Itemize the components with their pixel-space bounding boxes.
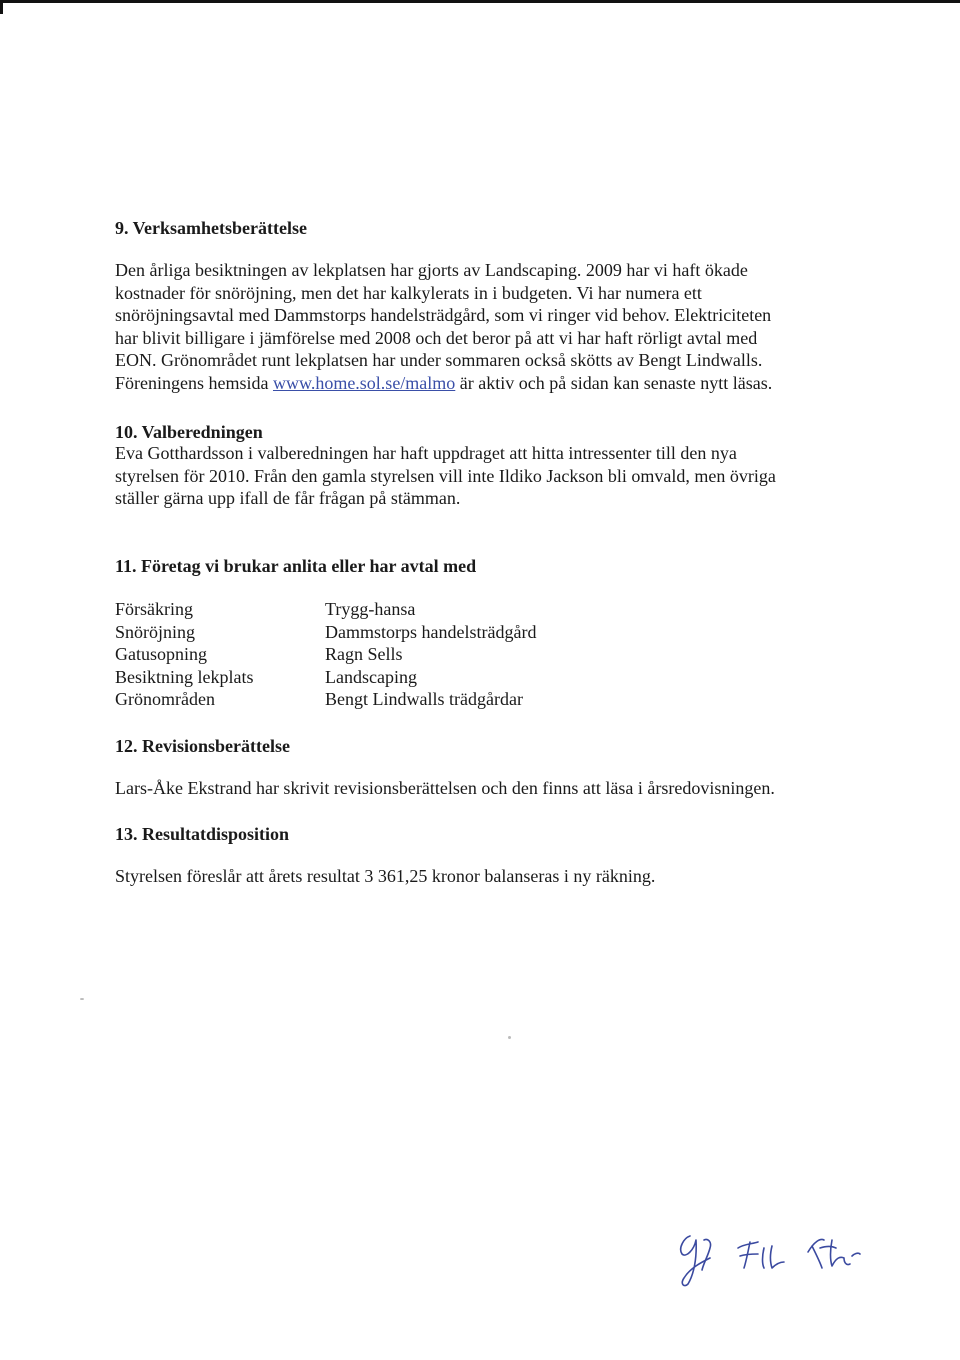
section-13-body: Styrelsen föreslår att årets resultat 3 361,25 kronor balanseras i ny räkning.	[115, 866, 656, 886]
table-row	[115, 688, 715, 711]
signature-stroke	[763, 1246, 785, 1268]
category-cell: Grönområden	[115, 689, 215, 709]
scan-speck	[80, 998, 84, 1000]
scan-edge-line	[0, 0, 960, 3]
text-line: ställer gärna upp ifall de får frågan på stämman.	[115, 488, 461, 508]
website-suffix: är aktiv och på sidan kan senaste nytt läsas.	[455, 372, 773, 393]
signature-stroke	[831, 1240, 861, 1266]
supplier-table	[115, 598, 715, 711]
category-cell: Gatusopning	[115, 644, 207, 664]
section-9-heading: 9. Verksamhetsberättelse	[115, 218, 307, 238]
text-line: Eva Gotthardsson i valberedningen har haft uppdraget att hitta intressenter till den nya	[115, 443, 737, 463]
scan-speck	[508, 1036, 511, 1039]
signature-stroke	[702, 1239, 711, 1270]
scan-corner-mark	[0, 0, 3, 14]
table-row	[115, 621, 715, 644]
company-cell: Dammstorps handelsträdgård	[325, 621, 537, 642]
text-line: EON. Grönområdet runt lekplatsen har under sommaren också skötts av Bengt Lindwalls.	[115, 350, 763, 370]
text-line: styrelsen för 2010. Från den gamla styrelsen vill inte Ildiko Jackson bli omvald, men övriga	[115, 465, 776, 486]
table-row	[115, 666, 715, 689]
signature-initials	[660, 1218, 870, 1288]
text-line: Den årliga besiktningen av lekplatsen har gjorts av Landscaping. 2009 har vi haft ökade	[115, 260, 748, 280]
website-link[interactable]: www.home.sol.se/malmo	[272, 372, 456, 393]
text-line: kostnader för snöröjning, men det har kalkylerats in i budgeten. Vi har numera ett	[115, 282, 702, 303]
section-13-heading: 13. Resultatdisposition	[115, 824, 290, 844]
company-cell: Trygg-hansa	[325, 599, 416, 619]
table-row	[115, 643, 715, 666]
website-prefix: Föreningens hemsida	[115, 372, 273, 393]
table-row	[115, 598, 715, 621]
section-11-heading: 11. Företag vi brukar anlita eller har avtal med	[115, 556, 477, 576]
section-12-body: Lars-Åke Ekstrand har skrivit revisionsberättelsen och den finns att läsa i årsredovisningen.	[115, 778, 775, 798]
text-line	[115, 372, 845, 395]
section-10-heading: 10. Valberedningen	[115, 422, 263, 442]
category-cell: Försäkring	[115, 599, 193, 619]
company-cell: Landscaping	[325, 666, 417, 687]
signature-stroke	[738, 1242, 758, 1268]
section-9-body	[115, 259, 845, 394]
text-line: har blivit billigare i jämförelse med 2008 och det beror på att vi har haft rörligt avtal med	[115, 327, 758, 348]
category-cell: Besiktning lekplats	[115, 666, 254, 687]
company-cell: Ragn Sells	[325, 644, 403, 664]
section-10-body	[115, 442, 845, 510]
section-12-heading: 12. Revisionsberättelse	[115, 736, 290, 756]
company-cell: Bengt Lindwalls trädgårdar	[325, 689, 523, 709]
text-line: snöröjningsavtal med Dammstorps handelsträdgård, som vi ringer vid behov. Elektriciteten	[115, 305, 772, 325]
category-cell: Snöröjning	[115, 621, 196, 642]
